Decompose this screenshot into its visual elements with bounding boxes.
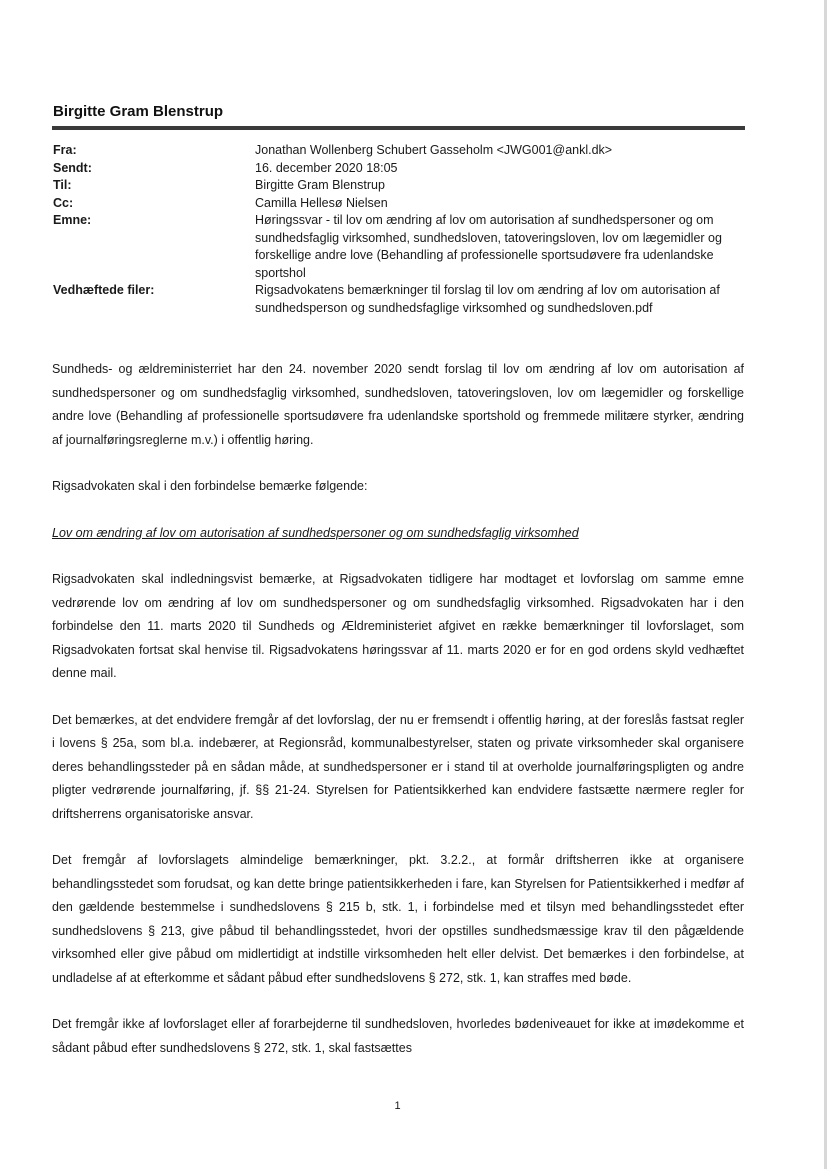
meta-row-to (53, 177, 753, 195)
meta-label: Til: (53, 178, 72, 192)
meta-row-subject (53, 212, 753, 282)
meta-value: 16. december 2020 18:05 (255, 160, 398, 175)
body-paragraph: Rigsadvokaten skal indledningsvist bemærke, at Rigsadvokaten tidligere har modtaget et lovforslag om samme emne vedrørende lov om ændring af lov om sundhedspersoner og om sundhedsfaglig virksomhed. Rigsadvokaten har i den forbindelse den 11. marts 2020 til Sundheds og Ældreministeriet afgivet en række bemærkninger til lovforslaget, som Rigsadvokaten fortsat skal henvise til. Rigsadvokatens høringssvar af 11. marts 2020 er for en god ordens skyld vedhæftet denne mail. (52, 572, 744, 680)
meta-value: Camilla Hellesø Nielsen (255, 195, 388, 210)
section-heading: Lov om ændring af lov om autorisation af sundhedspersoner og om sundhedsfaglig virksomhed (52, 525, 579, 540)
meta-value: Birgitte Gram Blenstrup (255, 178, 385, 192)
meta-label: Sendt: (53, 160, 92, 175)
meta-row-attachments (53, 282, 753, 317)
meta-label: Vedhæftede filer: (53, 283, 155, 297)
email-metadata (53, 142, 753, 317)
meta-label: Fra: (53, 143, 77, 157)
email-body (52, 358, 744, 1083)
attachment-filename: Rigsadvokatens bemærkninger til forslag til lov om ændring af lov om autorisation af sundhedsperson og sundhedsfaglige virksomhed og sundhedsloven.pdf (255, 283, 720, 315)
meta-label: Emne: (53, 213, 92, 227)
meta-row-from (53, 142, 753, 160)
page-number: 1 (394, 1100, 401, 1112)
meta-value: Høringssvar - til lov om ændring af lov om autorisation af sundhedspersoner og om sundhedsfaglig virksomhed, sundhedsloven, tatoveringsloven, lov om lægemidler og forskellige andre love (Behandling af professionelle sportsudøvere fra udenlandske sportshol (255, 213, 722, 280)
body-paragraph: Det bemærkes, at det endvidere fremgår af det lovforslag, der nu er fremsendt i offentlig høring, at der foreslås fastsat regler i lovens § 25a, som bl.a. indebærer, at Regionsråd, kommunalbestyrelser, staten og private virksomheder skal organisere deres behandlingssteder på en sådan måde, at sundhedspersoner er i stand til at overholde journalføringspligten og andre pligter vedrørende journalføring, jf. §§ 21-24. Styrelsen for Patientsikkerhed kan endvidere fastsætte nærmere regler for driftsherrens organisatoriske ansvar. (52, 712, 744, 821)
meta-row-cc (53, 195, 753, 213)
header-rule (52, 126, 745, 130)
meta-label: Cc: (53, 195, 74, 210)
meta-value: Jonathan Wollenberg Schubert Gasseholm <JWG001@ankl.dk> (255, 143, 613, 157)
body-paragraph: Det fremgår af lovforslagets almindelige bemærkninger, pkt. 3.2.2., at formår driftsherren ikke at organisere behandlingsstedet som forudsat, og kan dette bringe patientsikkerheden i fare, kan Styrelsen for Patientsikkerhed i medfør af den gældende bestemmelse i sundhedslovens § 215 b, stk. 1, i forbindelse med et tilsyn med behandlingsstedet efter sundhedslovens § 213, give påbud til behandlingsstedet, hvori der opstilles sundhedsmæssige krav til den pågældende virksomhed eller give påbud om midlertidigt at indstille virksomheden helt eller delvist. Det bemærkes i den forbindelse, at undladelse af at efterkomme et sådant påbud efter sundhedslovens § 272, stk. 1, kan straffes med bøde. (52, 853, 744, 985)
body-paragraph: Sundheds- og ældreministerriet har den 24. november 2020 sendt forslag til lov om ændring af lov om autorisation af sundhedspersoner og om sundhedsfaglig virksomhed, sundhedsloven, tatoveringsloven, lov om lægemidler og forskellige andre love (Behandling af professionelle sportsudøvere fra udenlandske sportshold og fremmede militære styrker, ændring af journalføringsreglerne m.v.) i offentlig høring. (52, 362, 744, 447)
body-paragraph: Det fremgår ikke af lovforslaget eller af forarbejderne til sundhedsloven, hvorledes bødeniveauet for ikke at imødekomme et sådant påbud efter sundhedslovens § 272, stk. 1, skal fastsættes (52, 1017, 744, 1055)
body-paragraph: Rigsadvokaten skal i den forbindelse bemærke følgende: (52, 479, 368, 493)
sender-name: Birgitte Gram Blenstrup (53, 103, 224, 120)
meta-row-sent (53, 160, 753, 178)
